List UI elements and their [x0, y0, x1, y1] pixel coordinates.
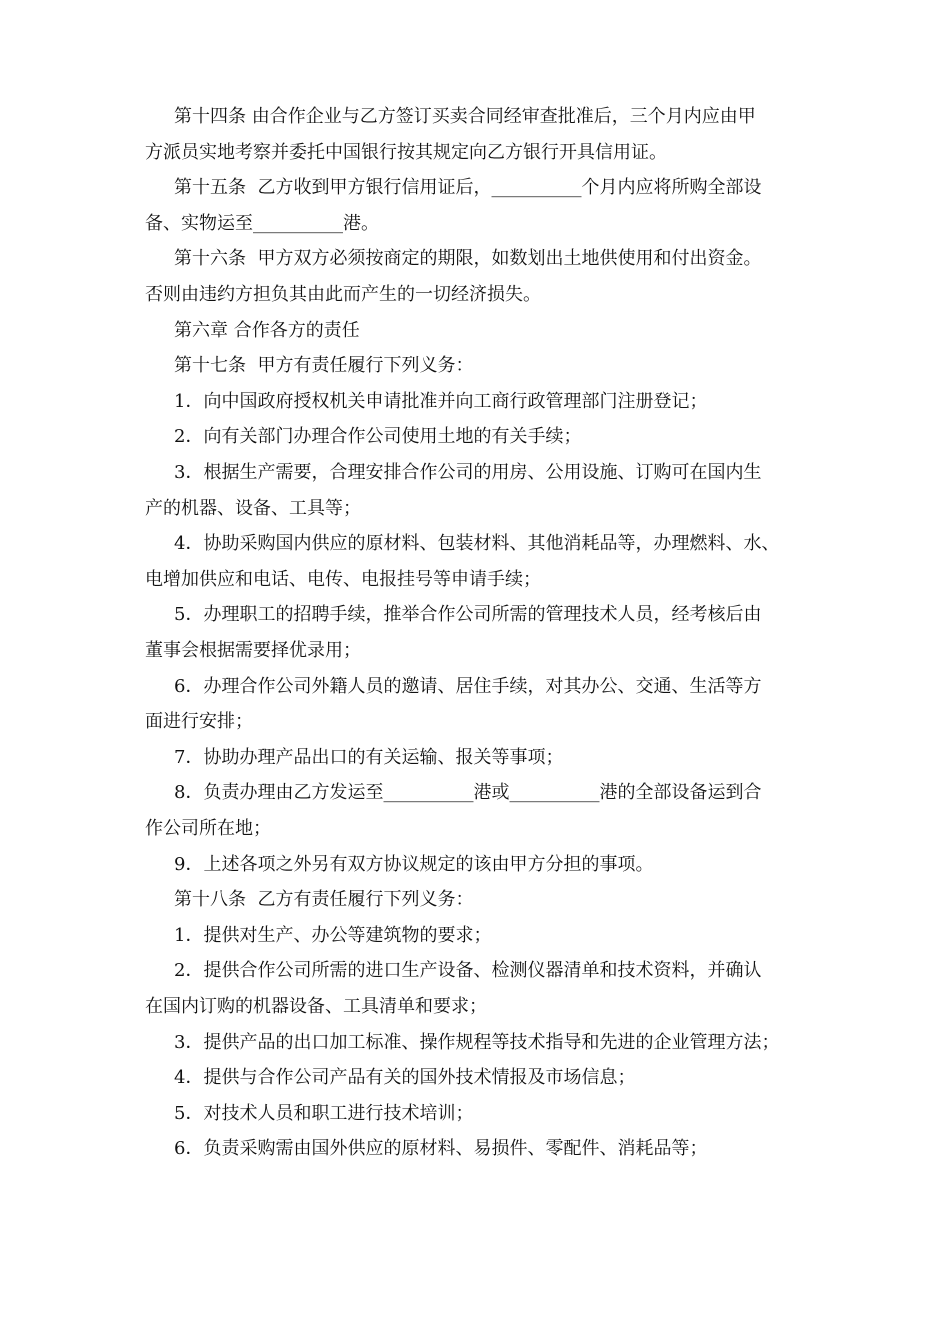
art17-5-line-2: 董事会根据需要择优录用； [145, 640, 361, 661]
art17-3-line-1: 3．根据生产需要，合理安排合作公司的用房、公用设施、订购可在国内生 [174, 462, 762, 483]
paragraph-line [0, 704, 950, 740]
art17-8-line-2: 作公司所在地； [145, 818, 271, 839]
paragraph-line [0, 740, 950, 776]
art18-4-line-1: 4．提供与合作公司产品有关的国外技术情报及市场信息； [174, 1067, 636, 1089]
paragraph-line [0, 847, 950, 883]
art17-2-line-1: 2．向有关部门办理合作公司使用土地的有关手续； [174, 426, 582, 448]
art18-2-line-1: 2．提供合作公司所需的进口生产设备、检测仪器清单和技术资料，并确认 [174, 960, 762, 982]
art17-7-line-1: 7．协助办理产品出口的有关运输、报关等事项； [174, 746, 564, 768]
art14-line-1: 第十四条 由合作企业与乙方签订买卖合同经审查批准后，三个月内应由甲 [174, 106, 756, 127]
art17-3-line-2: 产的机器、设备、工具等； [145, 497, 361, 519]
art17-9-line-1: 9．上述各项之外另有双方协议规定的该由甲方分担的事项。 [174, 853, 654, 875]
paragraph-line [0, 241, 950, 277]
art18-5-line-1: 5．对技术人员和职工进行技术培训； [174, 1102, 474, 1124]
paragraph-line [0, 1096, 950, 1132]
paragraph-line [0, 882, 950, 918]
paragraph-line [0, 597, 950, 633]
paragraph-line [0, 1060, 950, 1096]
paragraph-line [0, 1131, 950, 1167]
paragraph-line [0, 348, 950, 384]
paragraph-line [0, 562, 950, 598]
paragraph-line [0, 277, 950, 313]
art18-line-1: 第十八条 乙方有责任履行下列义务： [174, 889, 474, 911]
chapter6-line-1: 第六章 合作各方的责任 [174, 319, 360, 341]
art17-8-line-1: 8．负责办理由乙方发运至__________港或__________港的全部设备运到合 [174, 782, 762, 804]
paragraph-line [0, 811, 950, 847]
paragraph-line [0, 99, 950, 135]
art17-6-line-2: 面进行安排； [145, 711, 253, 733]
art17-4-line-1: 4．协助采购国内供应的原材料、包装材料、其他消耗品等，办理燃料、水、 [174, 533, 780, 555]
paragraph-line [0, 669, 950, 705]
art17-4-line-2: 电增加供应和电话、电传、电报挂号等申请手续； [145, 568, 541, 590]
art18-2-line-2: 在国内订购的机器设备、工具清单和要求； [145, 996, 487, 1017]
art18-3-line-1: 3．提供产品的出口加工标准、操作规程等技术指导和先进的企业管理方法； [174, 1031, 780, 1053]
paragraph-line [0, 419, 950, 455]
paragraph-line [0, 206, 950, 242]
paragraph-line [0, 313, 950, 349]
art17-5-line-1: 5．办理职工的招聘手续，推举合作公司所需的管理技术人员，经考核后由 [174, 604, 762, 626]
paragraph-line [0, 633, 950, 669]
art16-line-1: 第十六条 甲方双方必须按商定的期限，如数划出土地供使用和付出资金。 [174, 248, 762, 270]
paragraph-line [0, 455, 950, 491]
paragraph-line [0, 384, 950, 420]
paragraph-line [0, 1025, 950, 1061]
art17-6-line-1: 6．办理合作公司外籍人员的邀请、居住手续，对其办公、交通、生活等方 [174, 675, 762, 697]
paragraph-line [0, 491, 950, 527]
art18-6-line-1: 6．负责采购需由国外供应的原材料、易损件、零配件、消耗品等； [174, 1138, 708, 1160]
paragraph-line [0, 170, 950, 206]
art16-line-2: 否则由违约方担负其由此而产生的一切经济损失。 [145, 284, 541, 305]
paragraph-line [0, 953, 950, 989]
paragraph-line [0, 135, 950, 171]
paragraph-line [0, 775, 950, 811]
art17-line-1: 第十七条 甲方有责任履行下列义务： [174, 355, 474, 377]
art18-1-line-1: 1．提供对生产、办公等建筑物的要求； [174, 924, 492, 946]
art14-line-2: 方派员实地考察并委托中国银行按其规定向乙方银行开具信用证。 [145, 141, 667, 163]
paragraph-line [0, 526, 950, 562]
art15-line-1: 第十五条 乙方收到甲方银行信用证后，__________个月内应将所购全部设 [174, 177, 762, 199]
art17-1-line-1: 1．向中国政府授权机关申请批准并向工商行政管理部门注册登记； [174, 390, 708, 412]
paragraph-line [0, 989, 950, 1025]
art15-line-2: 备、实物运至__________港。 [145, 212, 379, 234]
paragraph-line [0, 918, 950, 954]
